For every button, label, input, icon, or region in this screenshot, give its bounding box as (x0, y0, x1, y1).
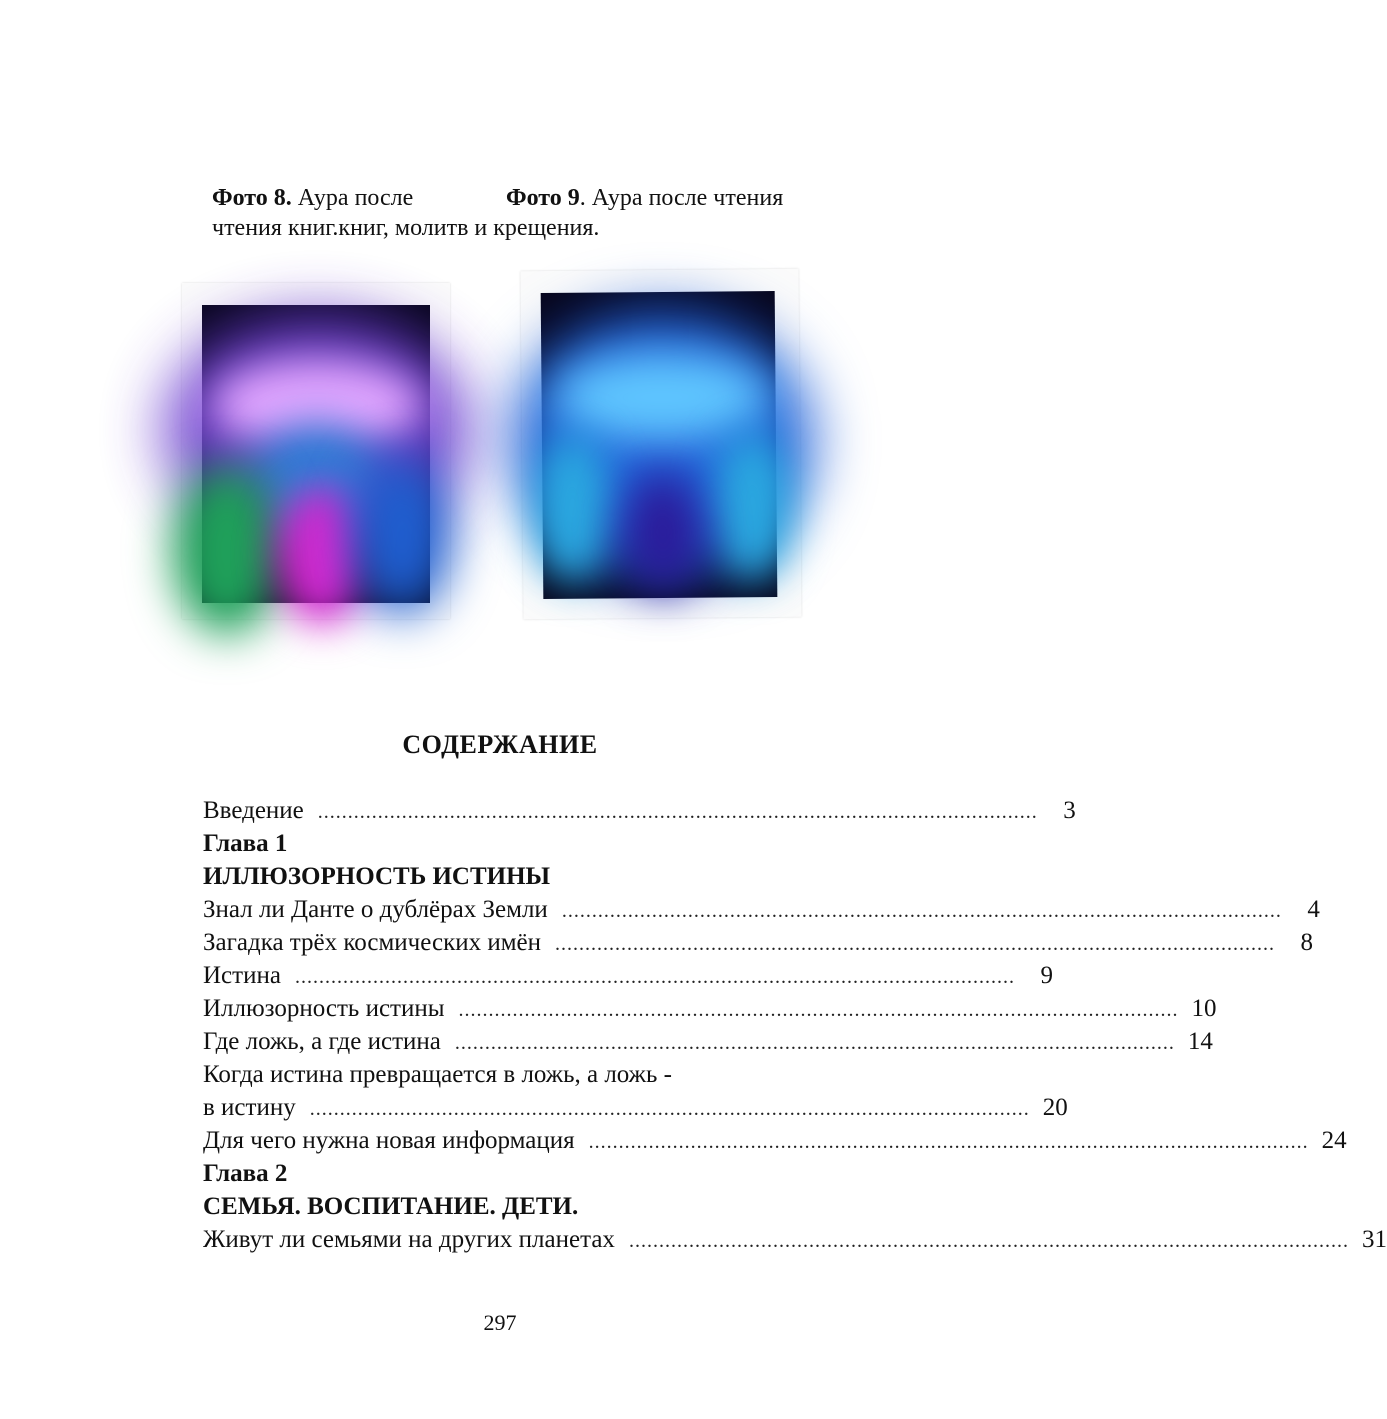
page-number: 297 (483, 1310, 517, 1335)
toc-entry (203, 1058, 867, 1091)
toc-entry (203, 1091, 1068, 1124)
photo9-label: Фото 9 (506, 185, 580, 211)
aura-photo-9 (520, 269, 801, 619)
toc-entry (203, 959, 1053, 992)
toc-chapter-heading (203, 1190, 867, 1223)
aura-photo-8 (182, 283, 450, 619)
toc-chapter-heading (203, 860, 867, 893)
toc-entry-title: Введение (203, 797, 304, 824)
photo9-text: . Аура после чтения (579, 185, 784, 211)
aura-photo-9-image (541, 291, 778, 599)
toc-dot-leader: ........................................................................................................................ (309, 1098, 1030, 1120)
toc-entry (203, 1223, 1387, 1256)
toc-dot-leader: ........................................................................................................................ (454, 1032, 1175, 1054)
toc-entry-title: ИЛЛЮЗОРНОСТЬ ИСТИНЫ (203, 863, 551, 890)
toc-page-number: 31 (1361, 1226, 1387, 1253)
toc-page-number: 10 (1191, 995, 1217, 1022)
toc-page-number: 20 (1042, 1094, 1068, 1121)
toc-dot-leader: ........................................................................................................................ (317, 801, 1038, 823)
toc-entry-title: Иллюзорность истины (203, 995, 445, 1022)
toc-page-number: 3 (1063, 797, 1076, 824)
toc-chapter-heading (203, 827, 867, 860)
toc-entry-title: Глава 1 (203, 830, 288, 857)
toc-page-number: 14 (1187, 1028, 1213, 1055)
photo8-text: Аура после (291, 185, 414, 211)
toc-entry-title: СЕМЬЯ. ВОСПИТАНИЕ. ДЕТИ. (203, 1193, 579, 1220)
photo-caption-line-1 (212, 184, 413, 212)
aura-photo-8-image (202, 305, 430, 603)
toc-entry (203, 926, 1314, 959)
toc-chapter-heading (203, 1157, 867, 1190)
toc-entry (203, 1025, 1213, 1058)
toc-dot-leader: ........................................................................................................................ (555, 933, 1276, 955)
toc-entry-title: Для чего нужна новая информация (203, 1127, 575, 1154)
photo8-label: Фото 8. (212, 185, 292, 211)
toc-entry (203, 794, 1076, 827)
toc-entry (203, 893, 1320, 926)
photo-caption-line-1b (506, 184, 783, 212)
toc-entry-title: Глава 2 (203, 1160, 288, 1187)
toc-title: СОДЕРЖАНИЕ (402, 730, 598, 759)
table-of-contents (203, 794, 1387, 1256)
toc-dot-leader: ........................................................................................................................ (294, 966, 1015, 988)
toc-page-number: 9 (1040, 962, 1053, 989)
toc-page-number: 8 (1300, 929, 1314, 956)
toc-entry-title: Живут ли семьями на других планетах (203, 1226, 615, 1253)
toc-entry-title: Когда истина превращается в ложь, а ложь - (203, 1061, 672, 1088)
toc-dot-leader: ........................................................................................................................ (628, 1230, 1349, 1252)
photo-caption-line-2: чтения книг.книг, молитв и крещения. (212, 215, 600, 241)
toc-entry (203, 992, 1217, 1025)
toc-page-number: 24 (1321, 1127, 1347, 1154)
toc-entry-title: Истина (203, 962, 281, 989)
toc-dot-leader: ........................................................................................................................ (588, 1131, 1309, 1153)
toc-dot-leader: ........................................................................................................................ (561, 900, 1282, 922)
toc-entry-title: Знал ли Данте о дублёрах Земли (203, 896, 548, 923)
toc-entry-title: Загадка трёх космических имён (203, 929, 542, 956)
toc-entry (203, 1124, 1347, 1157)
toc-dot-leader: ........................................................................................................................ (458, 999, 1179, 1021)
toc-page-number: 4 (1307, 896, 1320, 923)
toc-entry-title: в истину (203, 1094, 296, 1121)
toc-entry-title: Где ложь, а где истина (203, 1028, 441, 1055)
